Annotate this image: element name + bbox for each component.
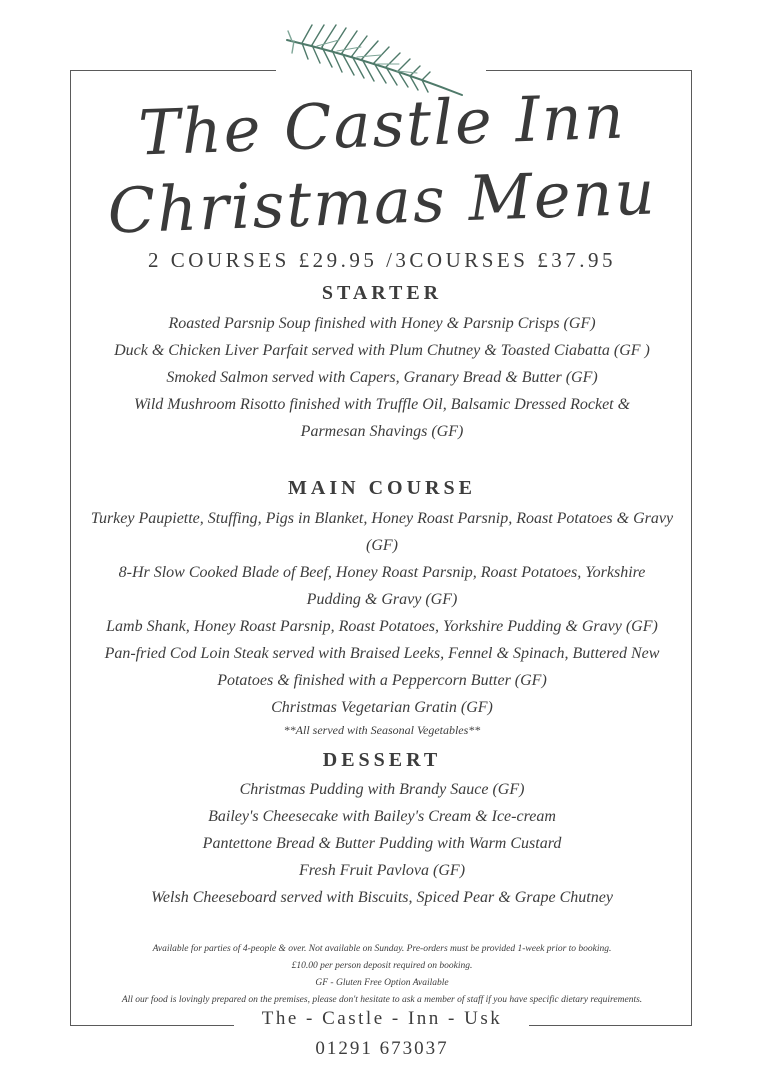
- starter-list: [80, 310, 684, 445]
- footnote-dietary: All our food is lovingly prepared on the premises, please don't hesitate to ask a member of staff if you have specific dietary requirements.: [121, 995, 643, 1005]
- menu-item: Wild Mushroom Risotto finished with Truffle Oil, Balsamic Dressed Rocket & Parmesan Shavings (GF): [133, 396, 631, 440]
- price-line: 2 COURSES £29.95 /3COURSES £37.95: [148, 248, 616, 272]
- menu-item: Roasted Parsnip Soup finished with Honey & Parsnip Crisps (GF): [168, 315, 596, 332]
- dessert-heading: DESSERT: [322, 749, 442, 771]
- venue-phone: 01291 673037: [315, 1038, 449, 1059]
- menu-item: Lamb Shank, Honey Roast Parsnip, Roast Potatoes, Yorkshire Pudding & Gravy (GF): [106, 618, 658, 635]
- vegetables-note: **All served with Seasonal Vegetables**: [283, 723, 481, 737]
- menu-item: 8-Hr Slow Cooked Blade of Beef, Honey Roast Parsnip, Roast Potatoes, Yorkshire Pudding & Gravy (GF): [118, 564, 646, 608]
- starter-heading: STARTER: [321, 282, 443, 304]
- menu-item: Welsh Cheeseboard served with Biscuits, Spiced Pear & Grape Chutney: [151, 889, 613, 906]
- menu-item: Pantettone Bread & Butter Pudding with Warm Custard: [202, 835, 562, 852]
- frame-top-right: [486, 70, 692, 71]
- footnotes: [72, 941, 692, 1009]
- main-course-list: [80, 505, 684, 739]
- menu-title-line2: Christmas Menu: [106, 155, 658, 248]
- menu-item: Pan-fried Cod Loin Steak served with Braised Leeks, Fennel & Spinach, Buttered New Potatoes & finished with a Peppercorn Butter (GF): [104, 645, 660, 689]
- menu-item: Fresh Fruit Pavlova (GF): [298, 862, 466, 879]
- footnote-availability: Available for parties of 4-people & over. Not available on Sunday. Pre-orders must be provided 1-week prior to booking.: [152, 944, 612, 954]
- menu-item: Bailey's Cheesecake with Bailey's Cream & Ice-cream: [208, 808, 556, 825]
- menu-item: Turkey Paupiette, Stuffing, Pigs in Blanket, Honey Roast Parsnip, Roast Potatoes & Gravy (GF): [90, 510, 674, 554]
- dessert-list: [80, 776, 684, 911]
- main-course-heading: MAIN COURSE: [288, 477, 476, 499]
- menu-item: Duck & Chicken Liver Parfait served with Plum Chutney & Toasted Ciabatta (GF ): [114, 342, 650, 359]
- menu-title-line1: The Castle Inn: [137, 79, 627, 170]
- footnote-gluten-free: GF - Gluten Free Option Available: [315, 978, 449, 988]
- menu-item: Smoked Salmon served with Capers, Granary Bread & Butter (GF): [166, 369, 598, 386]
- footnote-deposit: £10.00 per person deposit required on booking.: [291, 961, 473, 971]
- frame-top-left: [70, 70, 276, 71]
- menu-item: Christmas Pudding with Brandy Sauce (GF): [239, 781, 525, 798]
- menu-item: Christmas Vegetarian Gratin (GF): [271, 699, 493, 716]
- venue-address: The - Castle - Inn - Usk: [261, 1008, 503, 1029]
